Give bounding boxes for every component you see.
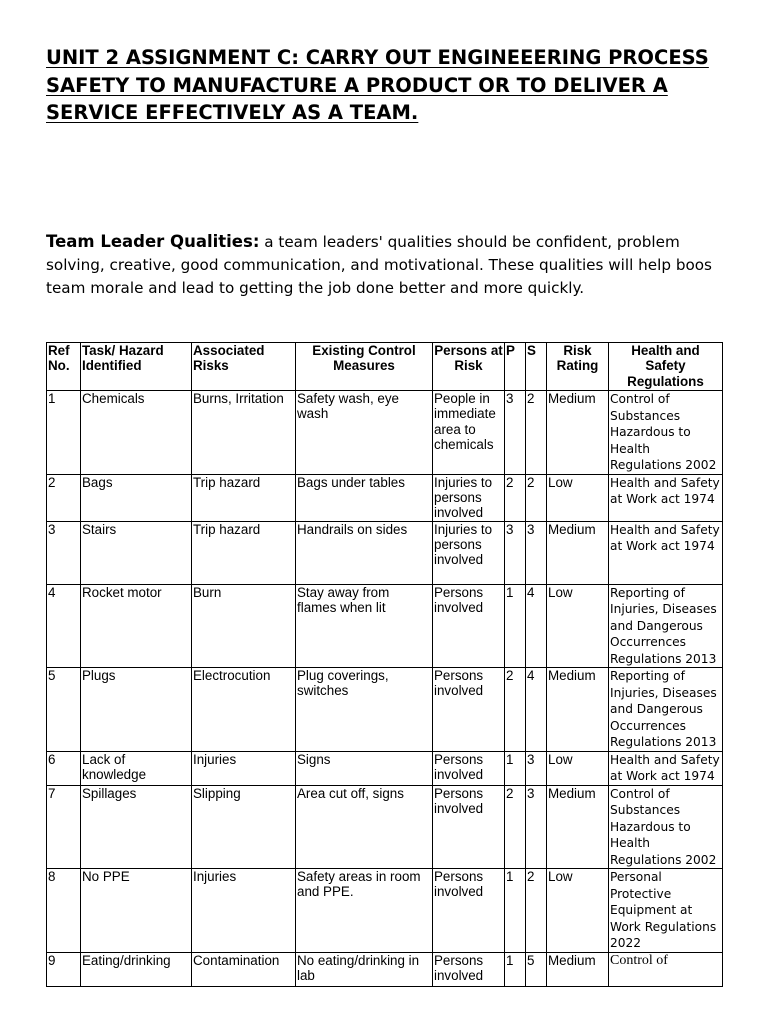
cell-regulation: Personal Protective Equipment at Work Regulations 2022 (609, 869, 723, 953)
cell-risks: Injuries (192, 751, 296, 785)
cell-persons: Persons involved (433, 668, 505, 752)
cell-persons: Injuries to persons involved (433, 521, 505, 584)
table-row (47, 521, 723, 584)
table-row (47, 474, 723, 521)
header-ref: Ref No. (47, 343, 81, 391)
page-title: UNIT 2 ASSIGNMENT C: CARRY OUT ENGINEEERING PROCESS SAFETY TO MANUFACTURE A PRODUCT OR TO DELIVER A SERVICE EFFECTIVELY AS A TEAM. (46, 46, 709, 124)
cell-task: Eating/drinking (81, 952, 192, 986)
header-persons-at-risk: Persons at Risk (433, 343, 505, 391)
cell-risks: Burn (192, 584, 296, 668)
risk-assessment-table (46, 342, 723, 987)
table-row (47, 869, 723, 953)
cell-task: Plugs (81, 668, 192, 752)
cell-s: 3 (526, 785, 547, 869)
header-severity: S (526, 343, 547, 391)
cell-ref: 2 (47, 474, 81, 521)
cell-s: 4 (526, 584, 547, 668)
cell-p: 1 (505, 751, 526, 785)
cell-regulation: Control of Substances Hazardous to Health Regulations 2002 (609, 391, 723, 475)
header-task: Task/ Hazard Identified (81, 343, 192, 391)
cell-s: 2 (526, 474, 547, 521)
cell-ref: 3 (47, 521, 81, 584)
cell-regulation: Reporting of Injuries, Diseases and Dangerous Occurrences Regulations 2013 (609, 584, 723, 668)
cell-risks: Burns, Irritation (192, 391, 296, 475)
cell-regulation: Reporting of Injuries, Diseases and Dangerous Occurrences Regulations 2013 (609, 668, 723, 752)
cell-control: Safety wash, eye wash (296, 391, 433, 475)
cell-risks: Electrocution (192, 668, 296, 752)
cell-rating: Low (547, 751, 609, 785)
cell-persons: Injuries to persons involved (433, 474, 505, 521)
cell-s: 4 (526, 668, 547, 752)
cell-ref: 8 (47, 869, 81, 953)
intro-lead: Team Leader Qualities: (46, 232, 260, 251)
cell-s: 2 (526, 391, 547, 475)
cell-ref: 7 (47, 785, 81, 869)
cell-regulation: Control of Substances Hazardous to Health Regulations 2002 (609, 785, 723, 869)
table-row (47, 952, 723, 986)
cell-task: Stairs (81, 521, 192, 584)
header-regulations: Health and Safety Regulations (609, 343, 723, 391)
table-row (47, 584, 723, 668)
cell-p: 1 (505, 952, 526, 986)
cell-s: 5 (526, 952, 547, 986)
cell-rating: Low (547, 474, 609, 521)
cell-risks: Injuries (192, 869, 296, 953)
cell-persons: Persons involved (433, 952, 505, 986)
cell-p: 1 (505, 869, 526, 953)
header-probability: P (505, 343, 526, 391)
cell-ref: 6 (47, 751, 81, 785)
cell-task: Bags (81, 474, 192, 521)
cell-risks: Contamination (192, 952, 296, 986)
cell-task: Chemicals (81, 391, 192, 475)
table-row (47, 785, 723, 869)
cell-persons: Persons involved (433, 785, 505, 869)
cell-regulation: Health and Safety at Work act 1974 (609, 474, 723, 521)
cell-s: 2 (526, 869, 547, 953)
cell-rating: Medium (547, 391, 609, 475)
cell-control: Bags under tables (296, 474, 433, 521)
cell-control: Plug coverings, switches (296, 668, 433, 752)
cell-persons: Persons involved (433, 584, 505, 668)
cell-control: Handrails on sides (296, 521, 433, 584)
table-row (47, 668, 723, 752)
table-row (47, 391, 723, 475)
cell-rating: Medium (547, 785, 609, 869)
cell-persons: Persons involved (433, 869, 505, 953)
cell-ref: 5 (47, 668, 81, 752)
header-risks: Associated Risks (192, 343, 296, 391)
cell-rating: Low (547, 584, 609, 668)
cell-regulation: Health and Safety at Work act 1974 (609, 751, 723, 785)
cell-risks: Slipping (192, 785, 296, 869)
cell-p: 3 (505, 521, 526, 584)
cell-ref: 9 (47, 952, 81, 986)
table-header-row (47, 343, 723, 391)
header-risk-rating: Risk Rating (547, 343, 609, 391)
cell-p: 1 (505, 584, 526, 668)
cell-task: No PPE (81, 869, 192, 953)
cell-persons: People in immediate area to chemicals (433, 391, 505, 475)
cell-ref: 4 (47, 584, 81, 668)
cell-risks: Trip hazard (192, 474, 296, 521)
table-row (47, 751, 723, 785)
cell-control: Signs (296, 751, 433, 785)
cell-task: Rocket motor (81, 584, 192, 668)
cell-rating: Medium (547, 521, 609, 584)
cell-control: Safety areas in room and PPE. (296, 869, 433, 953)
cell-risks: Trip hazard (192, 521, 296, 584)
cell-ref: 1 (47, 391, 81, 475)
cell-p: 2 (505, 668, 526, 752)
cell-control: Area cut off, signs (296, 785, 433, 869)
cell-s: 3 (526, 751, 547, 785)
cell-p: 3 (505, 391, 526, 475)
cell-p: 2 (505, 785, 526, 869)
cell-task: Spillages (81, 785, 192, 869)
cell-task: Lack of knowledge (81, 751, 192, 785)
cell-regulation: Control of (609, 952, 723, 986)
cell-s: 3 (526, 521, 547, 584)
header-control-measures: Existing Control Measures (296, 343, 433, 391)
cell-control: No eating/drinking in lab (296, 952, 433, 986)
cell-control: Stay away from flames when lit (296, 584, 433, 668)
cell-rating: Medium (547, 668, 609, 752)
cell-rating: Low (547, 869, 609, 953)
cell-persons: Persons involved (433, 751, 505, 785)
cell-rating: Medium (547, 952, 609, 986)
cell-p: 2 (505, 474, 526, 521)
intro-paragraph (46, 230, 726, 300)
cell-regulation: Health and Safety at Work act 1974 (609, 521, 723, 584)
intro-text: a team leaders' qualities should be confident, problem solving, creative, good communication, and motivational. These qualities will help boos team morale and lead to getting the job done better and more quickly. (46, 233, 712, 297)
